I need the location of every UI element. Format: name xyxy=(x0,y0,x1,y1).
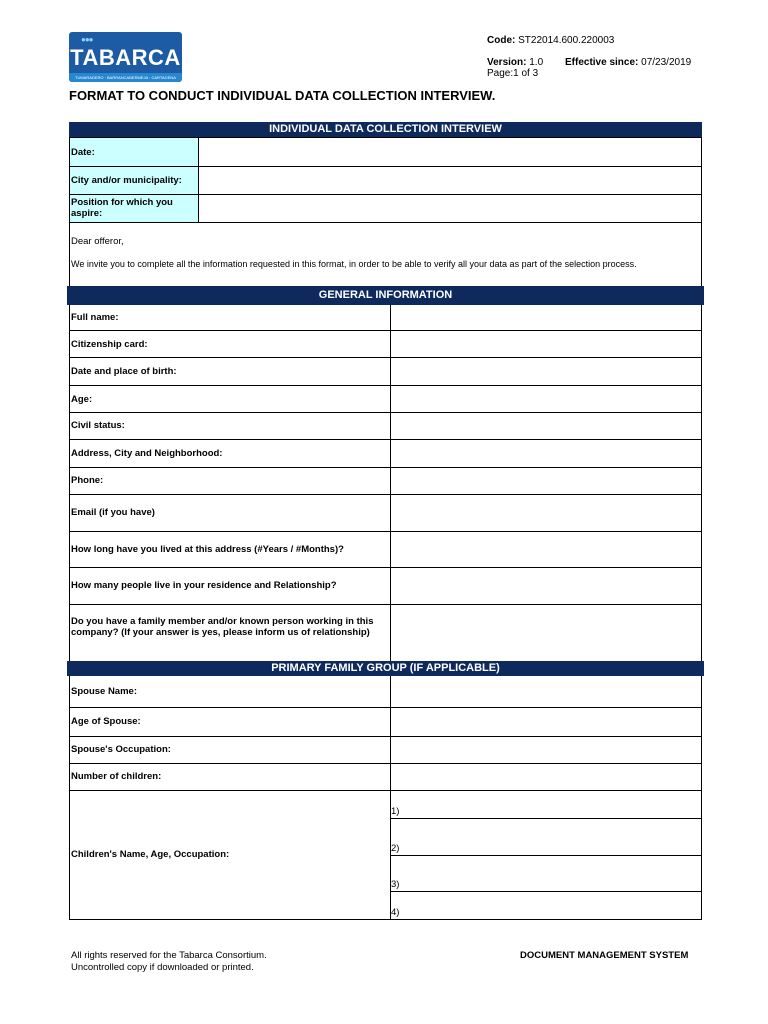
field-label: Spouse's Occupation: xyxy=(71,744,171,755)
date-row xyxy=(69,137,702,167)
child-number: 4) xyxy=(391,907,400,918)
field-label: Address, City and Neighborhood: xyxy=(71,448,223,459)
code-label: Code: xyxy=(487,35,516,46)
company-logo xyxy=(69,32,182,82)
field-row-family-member xyxy=(69,605,702,661)
field-label: How many people live in your residence and Relationship? xyxy=(71,580,337,591)
intro-block xyxy=(69,223,702,286)
position-label: Position for which you aspire: xyxy=(71,197,173,219)
field-label: Number of children: xyxy=(71,771,162,782)
footer-rights: All rights reserved for the Tabarca Consortium. xyxy=(71,950,267,961)
child-number: 1) xyxy=(391,806,400,817)
field-row-time-at-address xyxy=(69,532,702,568)
field-row-spouse-name xyxy=(69,676,702,708)
logo-text: TABARCA xyxy=(70,45,181,70)
field-row-civil-status xyxy=(69,413,702,440)
field-label: Citizenship card: xyxy=(71,339,148,350)
field-row-residents xyxy=(69,568,702,605)
city-row xyxy=(69,167,702,195)
section-heading-interview: INDIVIDUAL DATA COLLECTION INTERVIEW xyxy=(69,122,702,137)
version-value: 1.0 xyxy=(529,57,544,68)
code-value: ST22014.600.220003 xyxy=(518,35,615,46)
footer-system: DOCUMENT MANAGEMENT SYSTEM xyxy=(520,950,689,961)
field-row-age xyxy=(69,386,702,413)
field-label: Children's Name, Age, Occupation: xyxy=(71,849,230,860)
child-number: 3) xyxy=(391,879,400,890)
field-row-spouse-age xyxy=(69,708,702,737)
greeting-text: Dear offeror, xyxy=(71,236,124,247)
child-number: 2) xyxy=(391,843,400,854)
position-row xyxy=(69,195,702,223)
page-indicator: Page:1 of 3 xyxy=(487,68,539,79)
field-row-children xyxy=(69,791,702,920)
field-label: Phone: xyxy=(71,475,104,486)
field-label: Age of Spouse: xyxy=(71,716,141,727)
field-row-full-name xyxy=(69,305,702,331)
field-row-citizenship xyxy=(69,331,702,358)
version-label: Version: xyxy=(487,57,527,68)
section-heading-family: PRIMARY FAMILY GROUP (IF APPLICABLE) xyxy=(67,661,704,676)
effective-line xyxy=(565,57,691,68)
field-row-children-count xyxy=(69,764,702,791)
field-row-phone xyxy=(69,468,702,495)
version-line xyxy=(487,57,543,68)
people-icon: ●●● xyxy=(81,35,93,44)
field-row-spouse-occupation xyxy=(69,737,702,764)
field-label: Date and place of birth: xyxy=(71,366,177,377)
effective-value: 07/23/2019 xyxy=(641,57,692,68)
field-label: Civil status: xyxy=(71,420,125,431)
section-heading-general: GENERAL INFORMATION xyxy=(67,286,704,305)
footer-uncontrolled: Uncontrolled copy if downloaded or printed. xyxy=(71,962,254,973)
date-label: Date: xyxy=(71,147,95,158)
field-label: How long have you lived at this address (#Years / #Months)? xyxy=(71,544,344,555)
field-label: Spouse Name: xyxy=(71,686,137,697)
document-title: FORMAT TO CONDUCT INDIVIDUAL DATA COLLECTION INTERVIEW. xyxy=(69,88,496,103)
field-row-email xyxy=(69,495,702,532)
logo-strip: TUMARADERO · BARRANCABERMEJA · CARTAGENA xyxy=(69,73,182,82)
field-row-birth xyxy=(69,358,702,386)
field-label: Email (if you have) xyxy=(71,507,155,518)
effective-label: Effective since: xyxy=(565,57,639,68)
field-label: Age: xyxy=(71,394,93,405)
field-row-address xyxy=(69,440,702,468)
code-line xyxy=(487,35,614,46)
invite-text: We invite you to complete all the information requested in this format, in order to be able to verify all your data as part of the selection process. xyxy=(71,259,637,269)
city-label: City and/or municipality: xyxy=(71,175,182,186)
field-label: Do you have a family member and/or known person working in this company? (If your answer is yes, please inform us of relationship) xyxy=(71,616,374,638)
field-label: Full name: xyxy=(71,312,119,323)
